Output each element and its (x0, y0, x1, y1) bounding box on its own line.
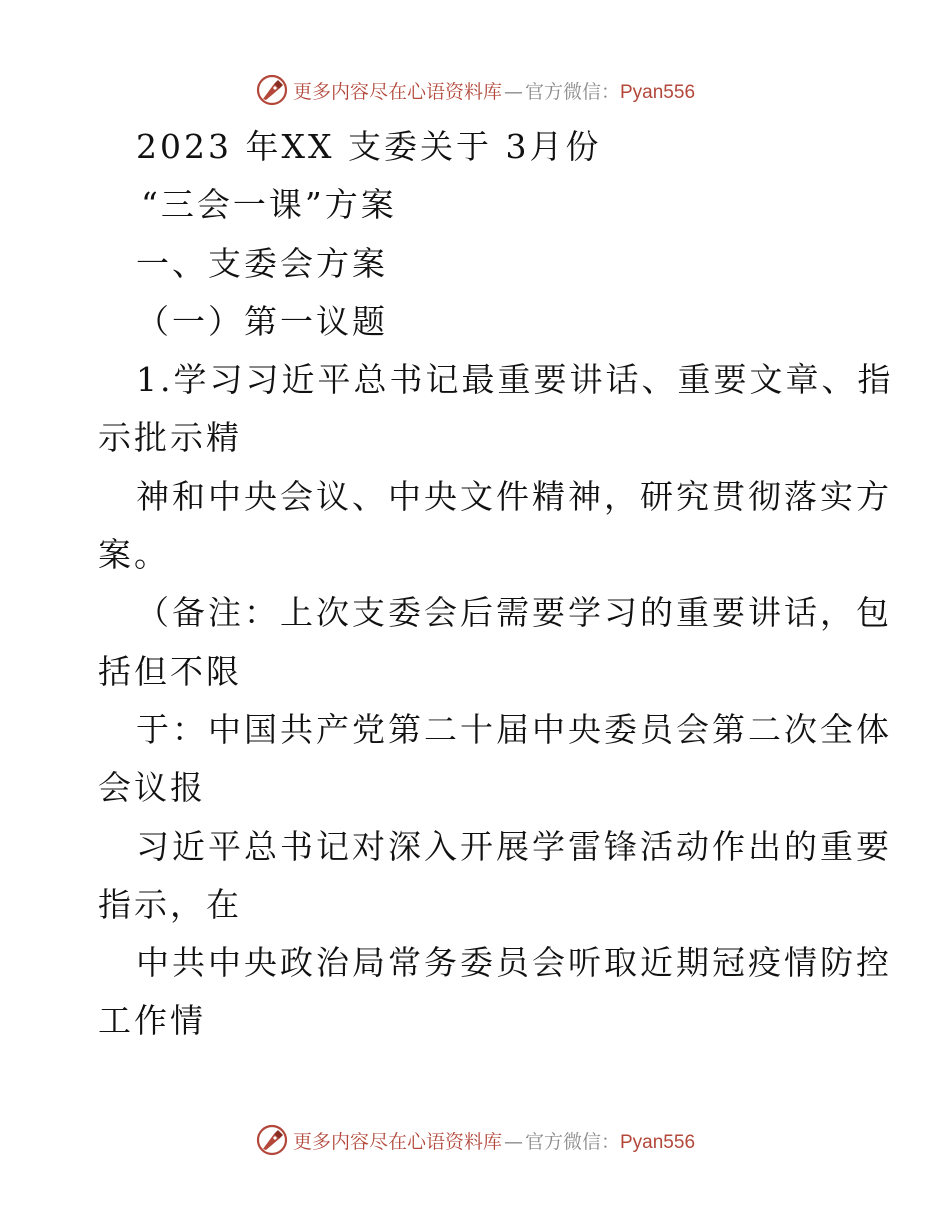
paragraph-3-line-1: （备注：上次支委会后需要学习的重要讲话，包 (136, 593, 892, 633)
watermark-label: 官方微信： (524, 80, 620, 103)
paragraph-1-line-1: 1.学习习近平总书记最重要讲话、重要文章、指 (136, 360, 894, 400)
header-watermark (0, 70, 950, 110)
section-heading-1: 一、支委会方案 (136, 243, 388, 283)
pen-nib-logo-icon (255, 73, 289, 107)
watermark-brand: 更多内容尽在心语资料库 (292, 80, 502, 103)
watermark-id: Pyan556 (620, 81, 696, 103)
document-title-line-2: “三会一课”方案 (141, 185, 397, 225)
paragraph-5-line-1: 习近平总书记对深入开展学雷锋活动作出的重要 (136, 826, 892, 866)
paragraph-4-line-1: 于：中国共产党第二十届中央委员会第二次全体 (136, 709, 892, 749)
watermark-id: Pyan556 (620, 1131, 696, 1153)
watermark-text (293, 1127, 695, 1154)
paragraph-5-line-2: 指示，在 (98, 884, 242, 924)
watermark-label: 官方微信： (524, 1130, 620, 1153)
paragraph-1-line-2: 示批示精 (98, 418, 242, 458)
watermark-text (293, 77, 695, 104)
paragraph-6-line-1: 中共中央政治局常务委员会听取近期冠疫情防控 (136, 943, 892, 983)
paragraph-4-line-2: 会议报 (98, 768, 206, 808)
paragraph-3-line-2: 括但不限 (98, 651, 242, 691)
paragraph-2-line-1: 神和中央会议、中央文件精神，研究贯彻落实方 (136, 476, 892, 516)
watermark-brand: 更多内容尽在心语资料库 (292, 1130, 502, 1153)
document-body (98, 118, 894, 1051)
footer-watermark (0, 1120, 950, 1160)
watermark-separator: — (503, 80, 523, 103)
paragraph-2-line-2: 案。 (98, 535, 170, 575)
pen-nib-logo-icon (255, 1123, 289, 1157)
subsection-heading-1: （一）第一议题 (136, 301, 388, 341)
paragraph-6-line-2: 工作情 (98, 1001, 206, 1041)
watermark-separator: — (503, 1130, 523, 1153)
document-title-line-1: 2023 年XX 支委关于 3月份 (136, 127, 602, 166)
